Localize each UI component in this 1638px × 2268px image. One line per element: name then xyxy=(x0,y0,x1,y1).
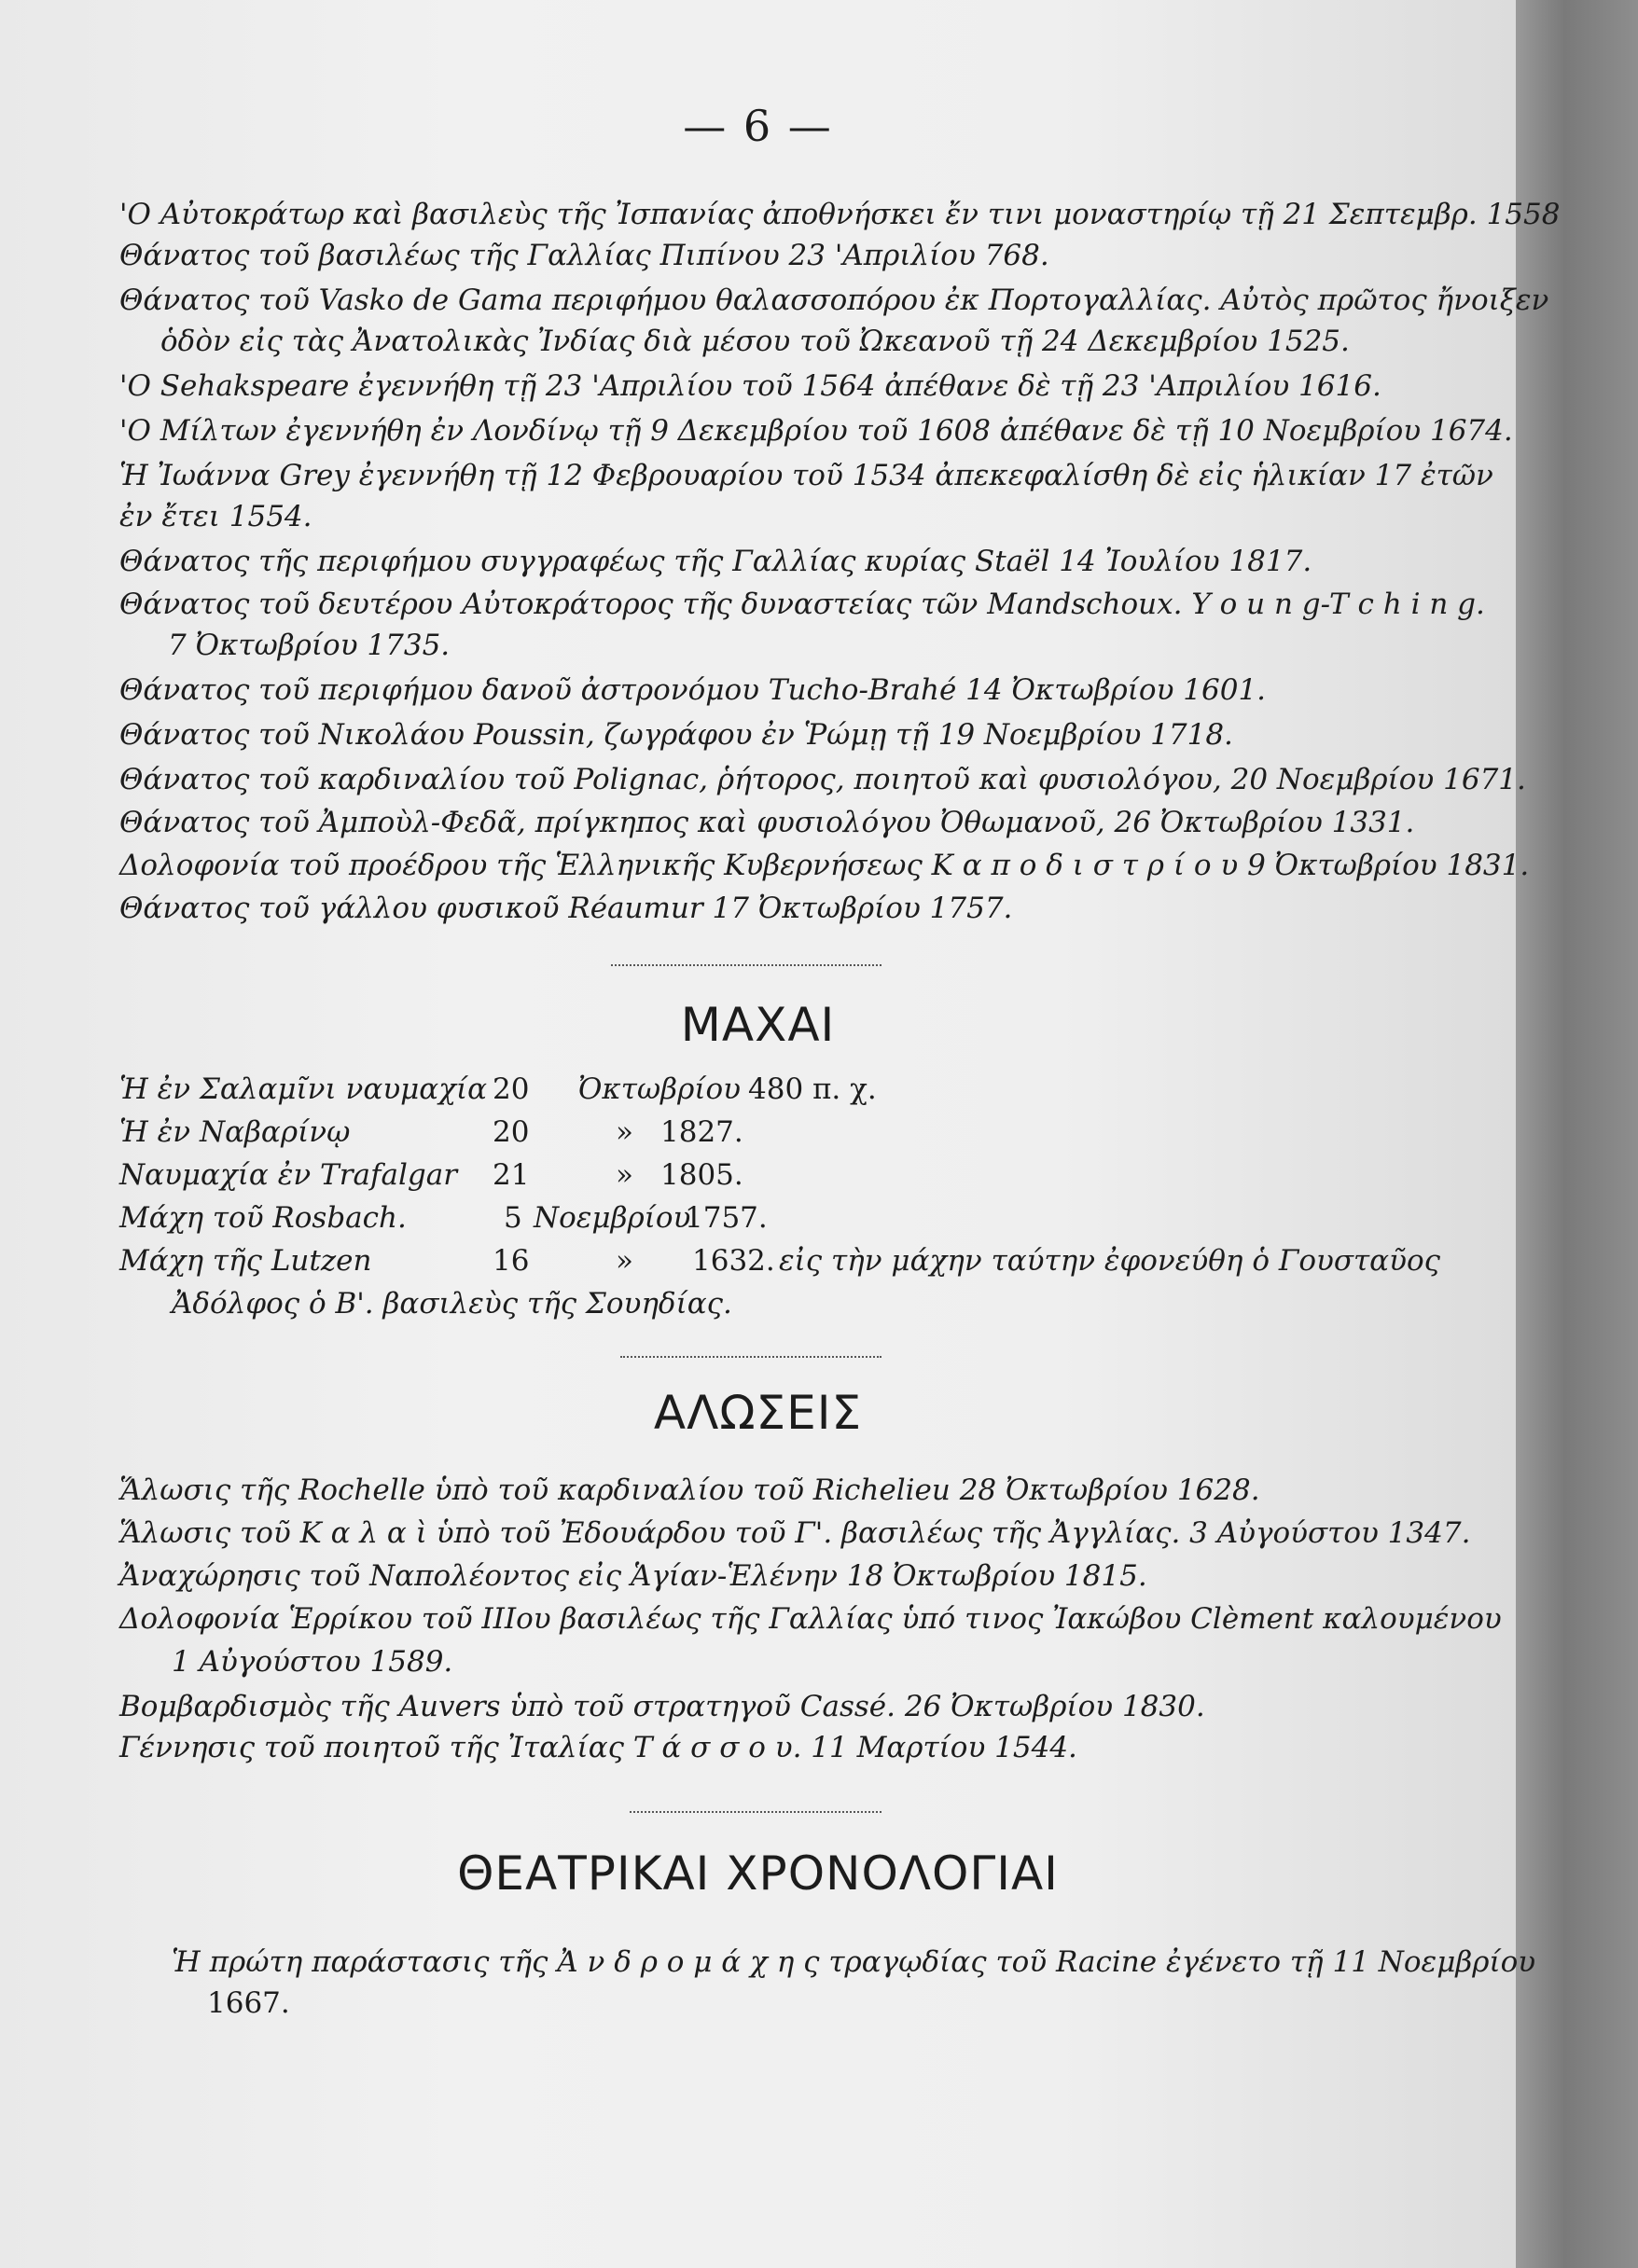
text-line: ἐν ἔτει 1554. xyxy=(119,500,312,533)
text-line: Ἡ Ἰωάννα Grey ἐγεννήθη τῇ 12 Φεβρουαρίου τοῦ 1534 ἀπεκεφαλίσθη δὲ εἰς ἡλικίαν 17 ἐτῶν xyxy=(119,459,1493,492)
battle-day: 20 xyxy=(493,1072,530,1106)
battle-year: 480 π. χ. xyxy=(748,1072,877,1106)
section-heading-theatre: ΘΕΑΤΡΙΚΑΙ ΧΡΟΝΟΛΟΓΙΑΙ xyxy=(457,1846,1059,1901)
text-line: Θάνατος τοῦ δευτέρου Αὐτοκράτορος τῆς δυναστείας τῶν Mandschoux. Y o u n g-T c h i n g. xyxy=(119,588,1485,621)
battle-day: 21 xyxy=(493,1158,530,1192)
text-line: Θάνατος τοῦ βασιλέως τῆς Γαλλίας Πιπίνου 23 'Απριλίου 768. xyxy=(119,239,1049,272)
battle-year: 1827. xyxy=(660,1115,743,1149)
battle-year: 1632. xyxy=(692,1244,775,1278)
text-line: ὁδὸν εἰς τὰς Ἀνατολικὰς Ἰνδίας διὰ μέσου τοῦ Ὠκεανοῦ τῇ 24 Δεκεμβρίου 1525. xyxy=(160,325,1350,358)
text-line: 'Ο Αὐτοκράτωρ καὶ βασιλεὺς τῆς Ἰσπανίας ἀποθνήσκει ἔν τινι μοναστηρίῳ τῇ 21 Σεπτεμβρ. 1558 xyxy=(119,198,1561,231)
text-line: Βομβαρδισμὸς τῆς Auvers ὑπὸ τοῦ στρατηγοῦ Cassé. 26 Ὀκτωβρίου 1830. xyxy=(119,1690,1205,1723)
text-line: Ἅλωσις τοῦ Κ α λ α ὶ ὑπὸ τοῦ Ἐδουάρδου τοῦ Γ'. βασιλέως τῆς Ἀγγλίας. 3 Αὐγούστου 1347. xyxy=(119,1516,1471,1550)
section-separator xyxy=(630,1811,881,1813)
battle-day: 5 xyxy=(504,1201,522,1235)
battle-month: » xyxy=(616,1158,633,1192)
text-line: Γέννησις τοῦ ποιητοῦ τῆς Ἰταλίας Τ ά σ σ ο υ. 11 Μαρτίου 1544. xyxy=(119,1731,1077,1764)
battle-note-continuation: Ἀδόλφος ὁ Β'. βασιλεὺς τῆς Σουηδίας. xyxy=(172,1287,732,1321)
battle-name: Μάχη τοῦ Rosbach. xyxy=(119,1201,407,1235)
battle-year: 1805. xyxy=(660,1158,743,1192)
text-line: 7 Ὀκτωβρίου 1735. xyxy=(168,629,451,662)
text-line: 'Ο Sehakspeare ἐγεννήθη τῇ 23 'Απριλίου τοῦ 1564 ἀπέθανε δὲ τῇ 23 'Απριλίου 1616. xyxy=(119,369,1381,403)
battle-name: Ἡ ἐν Σαλαμῖνι ναυμαχία xyxy=(119,1072,488,1106)
text-line: Θάνατος τοῦ Vasko de Gama περιφήμου θαλασσοπόρου ἐκ Πορτογαλλίας. Αὐτὸς πρῶτος ἤνοιξεν xyxy=(119,284,1549,317)
battle-day: 16 xyxy=(493,1244,530,1278)
section-separator xyxy=(611,964,881,966)
text-line: 1667. xyxy=(207,1986,290,2020)
battle-name: Ἡ ἐν Ναβαρίνῳ xyxy=(119,1115,351,1149)
battle-month: Ὀκτωβρίου xyxy=(578,1072,741,1106)
section-separator xyxy=(620,1356,881,1358)
text-line: 'Ο Μίλτων ἐγεννήθη ἐν Λονδίνῳ τῇ 9 Δεκεμβρίου τοῦ 1608 ἀπέθανε δὲ τῇ 10 Νοεμβρίου 1674. xyxy=(119,414,1513,448)
text-line: Θάνατος τοῦ γάλλου φυσικοῦ Réaumur 17 Ὀκτωβρίου 1757. xyxy=(119,892,1013,925)
page-edge-shadow xyxy=(1516,0,1638,2268)
battle-name: Ναυμαχία ἐν Trafalgar xyxy=(119,1158,458,1192)
battle-note: εἰς τὴν μάχην ταύτην ἐφονεύθη ὁ Γουσταῦος xyxy=(779,1244,1440,1278)
text-line: Θάνατος τοῦ Ἀμποὺλ-Φεδᾶ, πρίγκηπος καὶ φυσιολόγου Ὀθωμανοῦ, 26 Ὀκτωβρίου 1331. xyxy=(119,806,1415,839)
text-line: Θάνατος τοῦ Νικολάου Poussin, ζωγράφου ἐν Ῥώμῃ τῇ 19 Νοεμβρίου 1718. xyxy=(119,718,1233,752)
text-line: Θάνατος τοῦ καρδιναλίου τοῦ Polignac, ῥήτορος, ποιητοῦ καὶ φυσιολόγου, 20 Νοεμβρίου 1671. xyxy=(119,763,1526,796)
page-number: — 6 — xyxy=(683,101,833,151)
text-line: Δολοφονία Ἑρρίκου τοῦ ΙΙΙου βασιλέως τῆς Γαλλίας ὑπό τινος Ἰακώβου Clèment καλουμένου xyxy=(119,1602,1502,1636)
battle-month: » xyxy=(616,1115,633,1149)
section-heading-captures: ΑΛΩΣΕΙΣ xyxy=(653,1386,863,1440)
battle-name: Μάχη τῆς Lutzen xyxy=(119,1244,372,1278)
text-line: Θάνατος τοῦ περιφήμου δανοῦ ἀστρονόμου Tucho-Brahé 14 Ὀκτωβρίου 1601. xyxy=(119,673,1267,707)
text-line: Θάνατος τῆς περιφήμου συγγραφέως τῆς Γαλλίας κυρίας Staël 14 Ἰουλίου 1817. xyxy=(119,545,1312,578)
text-line: Ἡ πρώτη παράστασις τῆς Ἀ ν δ ρ ο μ ά χ η ς τραγῳδίας τοῦ Racine ἐγένετο τῇ 11 Νοεμβρίου xyxy=(172,1945,1536,1979)
battle-month: » xyxy=(616,1244,633,1278)
text-line: Ἀναχώρησις τοῦ Ναπολέοντος εἰς Ἁγίαν-Ἑλένην 18 Ὀκτωβρίου 1815. xyxy=(119,1559,1147,1593)
section-heading-battles: ΜΑΧΑΙ xyxy=(680,998,836,1052)
battle-year: 1757. xyxy=(685,1201,768,1235)
text-line: Δολοφονία τοῦ προέδρου τῆς Ἑλληνικῆς Κυβερνήσεως Κ α π ο δ ι σ τ ρ ί ο υ 9 Ὀκτωβρίου 1831. xyxy=(119,849,1530,882)
text-line: Ἅλωσις τῆς Rochelle ὑπὸ τοῦ καρδιναλίου τοῦ Richelieu 28 Ὀκτωβρίου 1628. xyxy=(119,1473,1260,1507)
battle-month: Νοεμβρίου xyxy=(534,1201,691,1235)
text-line: 1 Αὐγούστου 1589. xyxy=(172,1645,453,1679)
battle-day: 20 xyxy=(493,1115,530,1149)
